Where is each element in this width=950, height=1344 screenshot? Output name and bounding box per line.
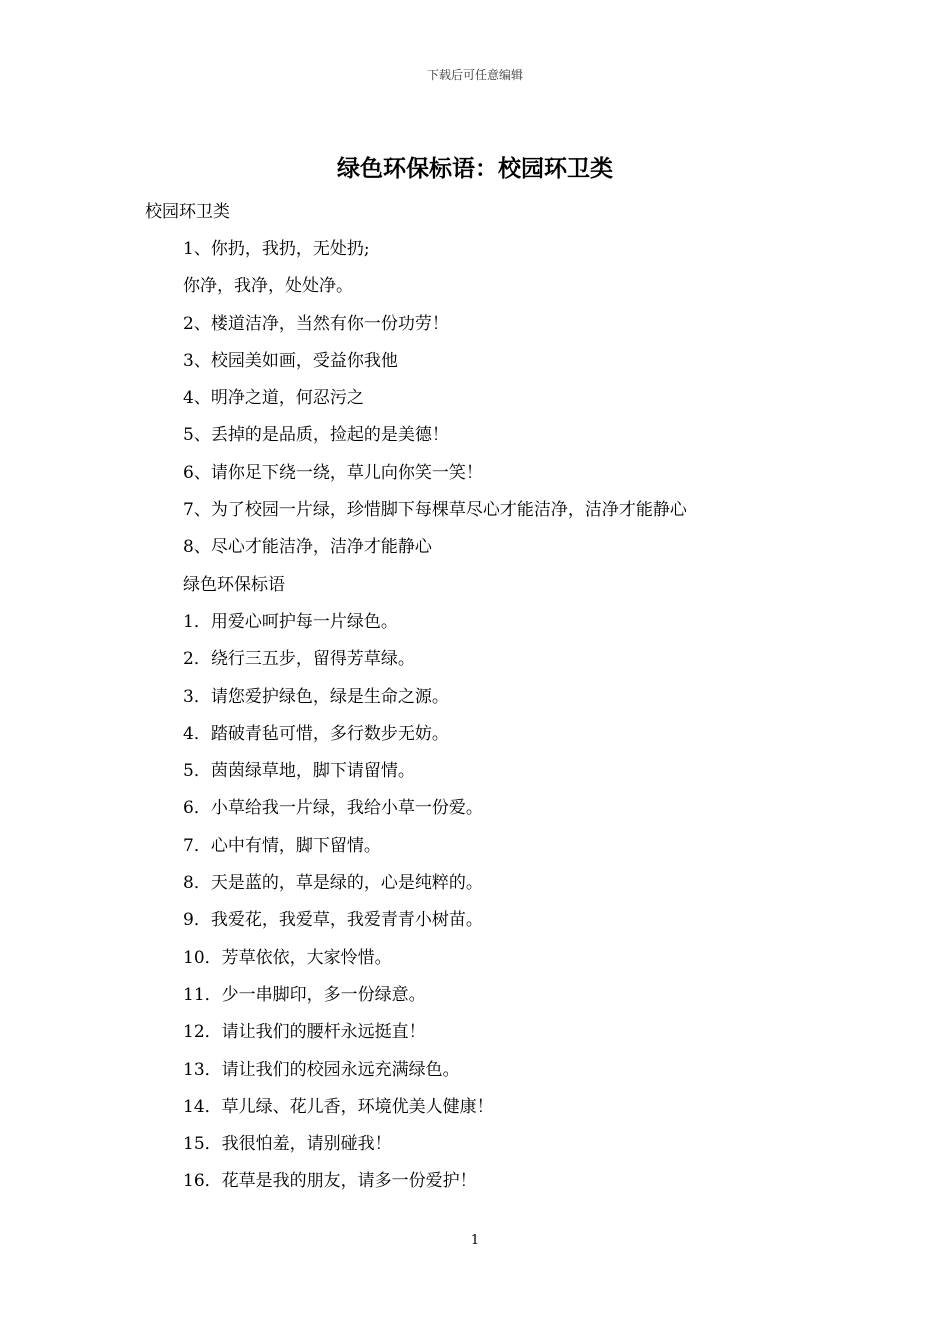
slogan-line: 14．草儿绿、花儿香，环境优美人健康！: [183, 1096, 494, 1117]
document-title: 绿色环保标语：校园环卫类: [337, 155, 613, 182]
slogan-line: 6、请你足下绕一绕，草儿向你笑一笑！: [183, 462, 483, 483]
slogan-line: 5．茵茵绿草地，脚下请留情。: [183, 761, 415, 782]
slogan-line: 10．芳草依依，大家怜惜。: [183, 947, 392, 968]
slogan-line: 5、丢掉的是品质，捡起的是美德！: [183, 425, 449, 446]
slogan-line: 13．请让我们的校园永远充满绿色。: [183, 1059, 460, 1080]
slogan-line: 9．我爱花，我爱草，我爱青青小树苗。: [183, 910, 483, 931]
section-heading: 校园环卫类: [145, 202, 230, 222]
page-number: 1: [470, 1233, 480, 1248]
slogan-line: 7、为了校园一片绿，珍惜脚下每棵草尽心才能洁净，洁净才能静心: [183, 500, 687, 521]
slogan-line: 15．我很怕羞，请别碰我！: [183, 1134, 392, 1155]
slogan-line: 2．绕行三五步，留得芳草绿。: [183, 649, 415, 670]
slogan-line: 3．请您爱护绿色，绿是生命之源。: [183, 686, 449, 707]
slogan-line: 7．心中有情，脚下留情。: [183, 835, 381, 856]
page-header-note: 下载后可任意编辑: [426, 68, 523, 82]
slogan-line: 8、尽心才能洁净，洁净才能静心: [183, 537, 432, 558]
slogan-line: 11．少一串脚印，多一份绿意。: [183, 984, 426, 1005]
slogan-list: [183, 236, 687, 1206]
slogan-line: 12．请让我们的腰杆永远挺直！: [183, 1022, 426, 1043]
slogan-line: 你净，我净，处处净。: [183, 276, 353, 297]
slogan-line: 8．天是蓝的，草是绿的，心是纯粹的。: [183, 873, 483, 894]
slogan-line: 16．花草是我的朋友，请多一份爱护！: [183, 1171, 477, 1192]
slogan-line: 6．小草给我一片绿，我给小草一份爱。: [183, 798, 483, 819]
slogan-line: 1．用爱心呵护每一片绿色。: [183, 611, 398, 632]
slogan-line: 4、明净之道，何忍污之: [183, 388, 364, 409]
slogan-line: 4．踏破青毡可惜，多行数步无妨。: [183, 723, 449, 744]
slogan-line: 3、校园美如画，受益你我他: [183, 350, 398, 371]
slogan-line: 1、你扔，我扔，无处扔;: [183, 239, 370, 259]
slogan-line: 2、楼道洁净，当然有你一份功劳！: [183, 313, 449, 334]
subsection-heading: 绿色环保标语: [183, 574, 285, 595]
